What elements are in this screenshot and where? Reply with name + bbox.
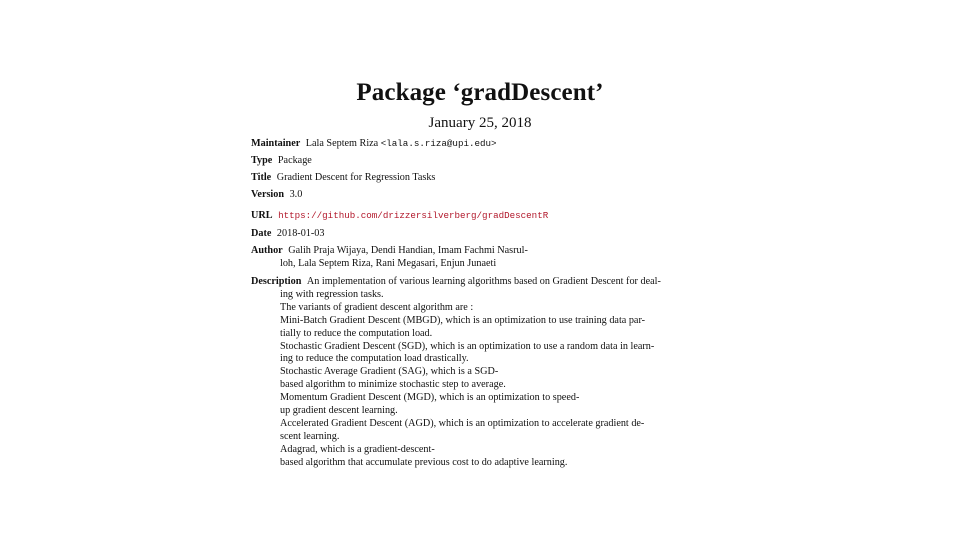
version-label: Version [251, 189, 285, 200]
description-field [251, 276, 661, 288]
maintainer-email: <lala.s.riza@upi.edu> [380, 138, 497, 149]
description-line: scent learning. [280, 431, 340, 442]
description-line: Momentum Gradient Descent (MGD), which is an optimization to speed- [280, 392, 580, 403]
maintainer-label: Maintainer [251, 138, 301, 149]
description-line: An implementation of various learning algorithms based on Gradient Descent for deal- [306, 276, 661, 287]
type-label: Type [251, 155, 273, 166]
description-line: The variants of gradient descent algorithm are : [280, 302, 474, 313]
url-label: URL [251, 210, 273, 221]
title-value: Gradient Descent for Regression Tasks [276, 172, 436, 183]
description-line: ing with regression tasks. [280, 289, 384, 300]
type-field [251, 155, 312, 167]
maintainer-name: Lala Septem Riza [305, 138, 379, 149]
version-field [251, 189, 302, 201]
description-line: ing to reduce the computation load drastically. [280, 353, 469, 364]
url-field [251, 210, 548, 222]
title-label: Title [251, 172, 272, 183]
description-line: Mini-Batch Gradient Descent (MBGD), which is an optimization to use training data par- [280, 315, 646, 326]
description-line: tially to reduce the computation load. [280, 328, 433, 339]
description-line: Adagrad, which is a gradient-descent- [280, 444, 435, 455]
release-date: January 25, 2018 [428, 115, 532, 131]
description-line: up gradient descent learning. [280, 405, 398, 416]
description-line: based algorithm to minimize stochastic step to average. [280, 379, 506, 390]
maintainer-field [251, 138, 497, 150]
description-line: Stochastic Average Gradient (SAG), which is a SGD- [280, 366, 499, 377]
version-value: 3.0 [289, 189, 303, 200]
description-label: Description [251, 276, 302, 287]
date-label: Date [251, 228, 272, 239]
description-line: Stochastic Gradient Descent (SGD), which is an optimization to use a random data in learn- [280, 341, 655, 352]
author-label: Author [251, 245, 283, 256]
author-line: Galih Praja Wijaya, Dendi Handian, Imam Fachmi Nasrul- [288, 245, 528, 256]
date-field [251, 228, 324, 240]
url-link[interactable]: https://github.com/drizzersilverberg/gradDescentR [278, 210, 549, 221]
date-value: 2018-01-03 [276, 228, 325, 239]
title-field [251, 172, 435, 184]
type-value: Package [277, 155, 312, 166]
description-line: Accelerated Gradient Descent (AGD), which is an optimization to accelerate gradient de- [280, 418, 645, 429]
author-line: loh, Lala Septem Riza, Rani Megasari, Enjun Junaeti [280, 258, 497, 269]
package-title: Package ‘gradDescent’ [356, 79, 604, 106]
author-field [251, 245, 528, 257]
description-line: based algorithm that accumulate previous cost to do adaptive learning. [280, 457, 568, 468]
